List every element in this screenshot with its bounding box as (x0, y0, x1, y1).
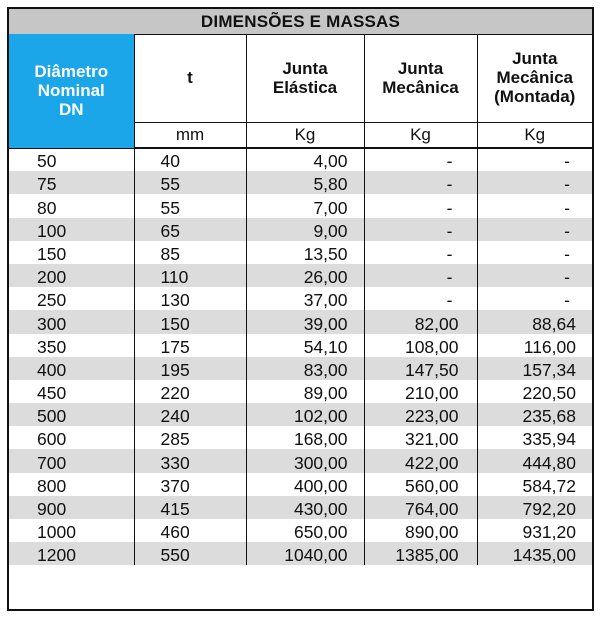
cell-elastica: 4,00 (246, 148, 364, 171)
cell-montada: 931,20 (477, 519, 592, 542)
cell-mecanica: 210,00 (364, 380, 477, 403)
cell-mecanica: - (364, 241, 477, 264)
cell-t: 370 (134, 473, 246, 496)
header-junta-elastica: Junta Elástica (246, 34, 364, 122)
cell-elastica: 5,80 (246, 171, 364, 194)
table-row (9, 449, 592, 472)
table-body (9, 148, 592, 565)
cell-mecanica: 764,00 (364, 496, 477, 519)
cell-elastica: 9,00 (246, 218, 364, 241)
table-row (9, 473, 592, 496)
cell-montada: - (477, 218, 592, 241)
cell-t: 175 (134, 334, 246, 357)
cell-mecanica: - (364, 194, 477, 217)
cell-dn: 900 (9, 496, 134, 519)
dimensions-table-frame (7, 7, 594, 611)
cell-dn: 50 (37, 151, 57, 172)
cell-t: 550 (134, 542, 246, 565)
cell-dn: 400 (9, 357, 134, 380)
cell-montada: 335,94 (477, 426, 592, 449)
cell-montada: - (477, 148, 592, 171)
cell-mecanica: 890,00 (364, 519, 477, 542)
cell-t: 240 (134, 403, 246, 426)
cell-mecanica: 223,00 (364, 403, 477, 426)
cell-elastica: 400,00 (246, 473, 364, 496)
cell-dn: 350 (37, 336, 67, 357)
cell-mecanica: 147,50 (364, 357, 477, 380)
cell-montada: - (477, 264, 592, 287)
cell-mecanica: - (364, 264, 477, 287)
cell-dn: 150 (37, 243, 67, 264)
cell-mecanica: 321,00 (364, 426, 477, 449)
cell-mecanica: 108,00 (364, 334, 477, 357)
cell-t: 415 (134, 496, 246, 519)
cell-t: 220 (134, 380, 246, 403)
cell-elastica: 13,50 (246, 241, 364, 264)
table-row (9, 357, 592, 380)
table-row (9, 519, 592, 542)
cell-dn: 250 (37, 290, 67, 311)
cell-dn: 300 (9, 310, 134, 333)
cell-elastica: 102,00 (246, 403, 364, 426)
table-row (9, 310, 592, 333)
cell-montada: 88,64 (477, 310, 592, 333)
table-row (9, 287, 592, 310)
cell-mecanica: - (364, 148, 477, 171)
table-title: DIMENSÕES E MASSAS (9, 9, 592, 35)
cell-elastica: 89,00 (246, 380, 364, 403)
header-dn (9, 34, 134, 148)
cell-elastica: 650,00 (246, 519, 364, 542)
cell-t: 85 (134, 241, 246, 264)
unit-t: mm (134, 122, 246, 148)
header-junta-mecanica-montada: Junta Mecânica (Montada) (477, 34, 592, 122)
cell-elastica: 430,00 (246, 496, 364, 519)
cell-montada: 792,20 (477, 496, 592, 519)
cell-t: 285 (134, 426, 246, 449)
cell-dn: 100 (9, 218, 134, 241)
cell-elastica: 300,00 (246, 449, 364, 472)
cell-elastica: 54,10 (246, 334, 364, 357)
unit-montada: Kg (477, 122, 592, 148)
cell-dn: 200 (9, 264, 134, 287)
cell-t: 195 (134, 357, 246, 380)
cell-dn: 800 (37, 475, 67, 496)
cell-montada: 220,50 (477, 380, 592, 403)
cell-t: 330 (134, 449, 246, 472)
cell-t: 65 (134, 218, 246, 241)
dimensions-table (9, 34, 592, 565)
cell-elastica: 26,00 (246, 264, 364, 287)
cell-montada: 444,80 (477, 449, 592, 472)
cell-montada: - (477, 194, 592, 217)
cell-dn: 450 (37, 383, 67, 404)
cell-montada: 157,34 (477, 357, 592, 380)
table-row (9, 218, 592, 241)
cell-dn: 1000 (37, 522, 76, 543)
cell-montada: - (477, 171, 592, 194)
table-row (9, 264, 592, 287)
table-row (9, 194, 592, 217)
cell-mecanica: 560,00 (364, 473, 477, 496)
cell-t: 460 (134, 519, 246, 542)
header-t: t (134, 34, 246, 122)
table-row (9, 334, 592, 357)
cell-mecanica: - (364, 287, 477, 310)
cell-dn: 500 (9, 403, 134, 426)
table-row (9, 403, 592, 426)
table-row (9, 542, 592, 565)
cell-dn: 80 (37, 197, 57, 218)
cell-mecanica: 422,00 (364, 449, 477, 472)
table-row (9, 171, 592, 194)
cell-t: 40 (134, 148, 246, 171)
cell-mecanica: 82,00 (364, 310, 477, 333)
cell-t: 55 (134, 171, 246, 194)
cell-montada: 116,00 (477, 334, 592, 357)
table-row (9, 148, 592, 171)
cell-elastica: 83,00 (246, 357, 364, 380)
cell-montada: 584,72 (477, 473, 592, 496)
header-dn-line3: DN (58, 100, 84, 120)
cell-t: 130 (134, 287, 246, 310)
cell-elastica: 39,00 (246, 310, 364, 333)
cell-dn: 600 (37, 429, 67, 450)
cell-mecanica: - (364, 218, 477, 241)
header-dn-line1: Diâmetro (34, 62, 109, 82)
table-row (9, 241, 592, 264)
unit-mecanica: Kg (364, 122, 477, 148)
cell-mecanica: 1385,00 (364, 542, 477, 565)
cell-mecanica: - (364, 171, 477, 194)
cell-elastica: 37,00 (246, 287, 364, 310)
table-row (9, 426, 592, 449)
cell-montada: 1435,00 (477, 542, 592, 565)
cell-montada: - (477, 287, 592, 310)
header-dn-line2: Nominal (37, 81, 105, 101)
header-junta-mecanica: Junta Mecânica (364, 34, 477, 122)
cell-montada: - (477, 241, 592, 264)
cell-dn: 1200 (9, 542, 134, 565)
cell-t: 55 (134, 194, 246, 217)
table-row (9, 380, 592, 403)
unit-elastica: Kg (246, 122, 364, 148)
cell-t: 110 (134, 264, 246, 287)
cell-dn: 700 (9, 449, 134, 472)
table-row (9, 496, 592, 519)
cell-elastica: 168,00 (246, 426, 364, 449)
cell-elastica: 7,00 (246, 194, 364, 217)
cell-t: 150 (134, 310, 246, 333)
cell-dn: 75 (9, 171, 134, 194)
cell-montada: 235,68 (477, 403, 592, 426)
cell-elastica: 1040,00 (246, 542, 364, 565)
